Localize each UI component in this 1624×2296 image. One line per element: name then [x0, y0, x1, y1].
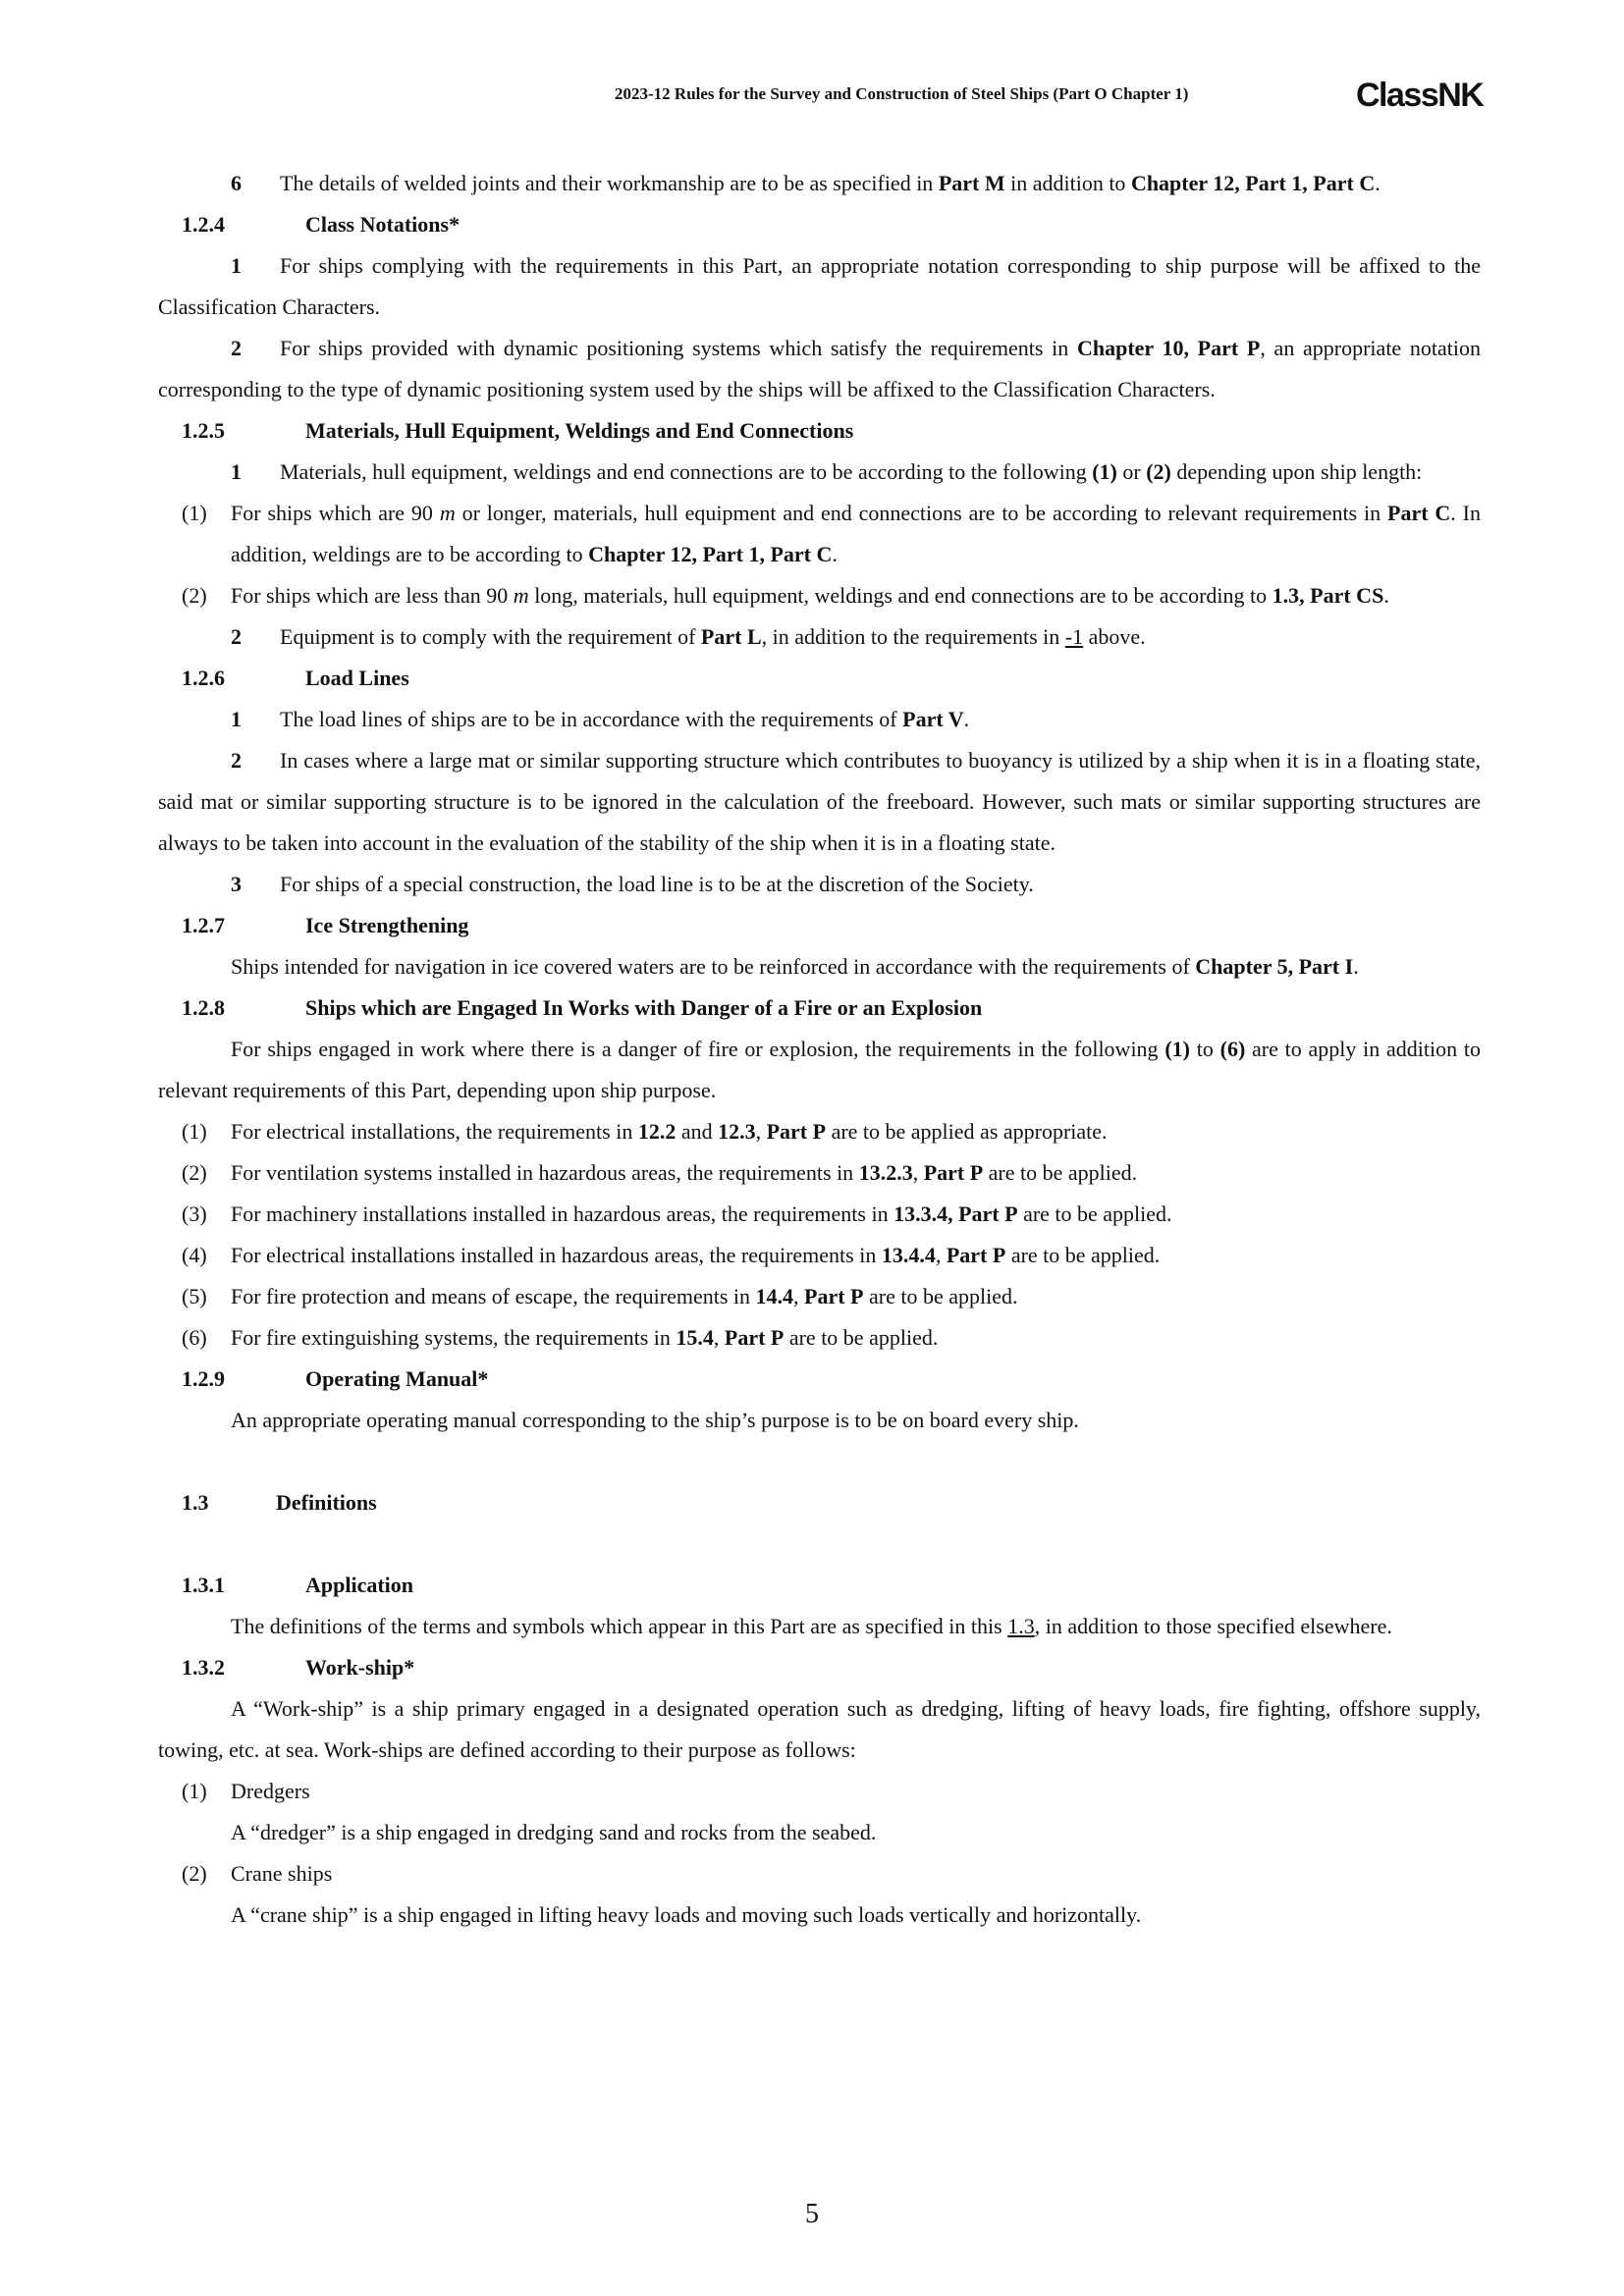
section-heading-1-2-5: 1.2.5 Materials, Hull Equipment, Weldings and End Connections [182, 418, 854, 443]
paragraph: 1 For ships complying with the requirements in this Part, an appropriate notation corresponding to ship purpose will be affixed to the Classification Characters. [158, 253, 1481, 319]
list-item: (2) For ships which are less than 90 m long, materials, hull equipment, weldings and end connections are to be according to 1.3, Part CS. [182, 583, 1389, 608]
list-item: (2) Crane ships [182, 1861, 333, 1886]
section-heading-1-2-6: 1.2.6 Load Lines [182, 666, 409, 690]
paragraph: 1 Materials, hull equipment, weldings and end connections are to be according to the following (1) or (2) depending upon ship length: [231, 459, 1423, 484]
section-heading-1-3-2: 1.3.2 Work-ship* [182, 1655, 415, 1680]
list-item: (2) For ventilation systems installed in hazardous areas, the requirements in 13.2.3, Part P are to be applied. [182, 1160, 1138, 1185]
paragraph: Ships intended for navigation in ice covered waters are to be reinforced in accordance with the requirements of Chapter 5, Part I. [231, 954, 1359, 979]
paragraph: For ships engaged in work where there is a danger of fire or explosion, the requirements in the following (1) to (6) are to apply in addition to relevant requirements of this Part, depending upon ship purpose. [158, 1037, 1482, 1102]
list-item: (1) Dredgers [182, 1779, 310, 1803]
document-body [158, 163, 1481, 1936]
list-item: (3) For machinery installations installed in hazardous areas, the requirements in 13.3.4, Part P are to be applied. [182, 1201, 1172, 1226]
section-heading-1-2-7: 1.2.7 Ice Strengthening [182, 913, 469, 937]
paragraph: An appropriate operating manual corresponding to the ship’s purpose is to be on board every ship. [231, 1408, 1079, 1432]
section-heading-1-2-4: 1.2.4 Class Notations* [182, 212, 460, 237]
list-item-description: A “crane ship” is a ship engaged in lifting heavy loads and moving such loads vertically and horizontally. [231, 1902, 1142, 1927]
section-heading-1-3: 1.3 Definitions [182, 1490, 377, 1515]
cross-reference-link[interactable]: -1 [1064, 624, 1084, 649]
list-item: (1) For ships which are 90 m or longer, materials, hull equipment and end connections are to be according to relevant requirements in Part C. In addition, weldings are to be according to Chapter 12, Part 1, Part C. [182, 501, 1482, 566]
paragraph: A “Work-ship” is a ship primary engaged in a designated operation such as dredging, lifting of heavy loads, fire fighting, offshore supply, towing, etc. at sea. Work-ships are defined according to their purpose as follows: [158, 1696, 1481, 1762]
list-item: (4) For electrical installations installed in hazardous areas, the requirements in 13.4.4, Part P are to be applied. [182, 1243, 1161, 1267]
list-item-description: A “dredger” is a ship engaged in dredging sand and rocks from the seabed. [231, 1820, 877, 1844]
paragraph-6: 6 The details of welded joints and their workmanship are to be as specified in Part M in addition to Chapter 12, Part 1, Part C. [231, 171, 1380, 195]
page-header [0, 79, 1624, 118]
classnk-logo: ClassNK [1356, 77, 1484, 114]
paragraph: The definitions of the terms and symbols which appear in this Part are as specified in this 1.3, in addition to those specified elsewhere. [231, 1614, 1392, 1638]
paragraph: 2 For ships provided with dynamic positioning systems which satisfy the requirements in Chapter 10, Part P, an appropriate notation corresponding to the type of dynamic positioning system used by the ships will be affixed to the Classification Characters. [158, 336, 1481, 401]
list-item: (5) For fire protection and means of escape, the requirements in 14.4, Part P are to be applied. [182, 1284, 1018, 1308]
list-item: (1) For electrical installations, the requirements in 12.2 and 12.3, Part P are to be applied as appropriate. [182, 1119, 1108, 1144]
page-number: 5 [805, 2199, 819, 2229]
cross-reference-link[interactable]: 1.3 [1007, 1614, 1035, 1638]
paragraph: 2 In cases where a large mat or similar supporting structure which contributes to buoyancy is utilized by a ship when it is in a floating state, said mat or similar supporting structure is to be ignored in the calculation of the freeboard. However, such mats or similar supporting structures are always to be taken into account in the evaluation of the stability of the ship when it is in a floating state. [158, 748, 1481, 855]
paragraph: 1 The load lines of ships are to be in accordance with the requirements of Part V. [231, 707, 970, 731]
header-title: 2023-12 Rules for the Survey and Construction of Steel Ships (Part O Chapter 1) [615, 84, 1189, 103]
paragraph: 3 For ships of a special construction, the load line is to be at the discretion of the Society. [231, 872, 1034, 896]
section-heading-1-2-9: 1.2.9 Operating Manual* [182, 1366, 489, 1391]
list-item: (6) For fire extinguishing systems, the requirements in 15.4, Part P are to be applied. [182, 1325, 939, 1350]
section-heading-1-2-8: 1.2.8 Ships which are Engaged In Works with Danger of a Fire or an Explosion [182, 995, 983, 1020]
paragraph: 2 Equipment is to comply with the requirement of Part L, in addition to the requirements in -1 above. [231, 624, 1146, 649]
section-heading-1-3-1: 1.3.1 Application [182, 1573, 414, 1597]
